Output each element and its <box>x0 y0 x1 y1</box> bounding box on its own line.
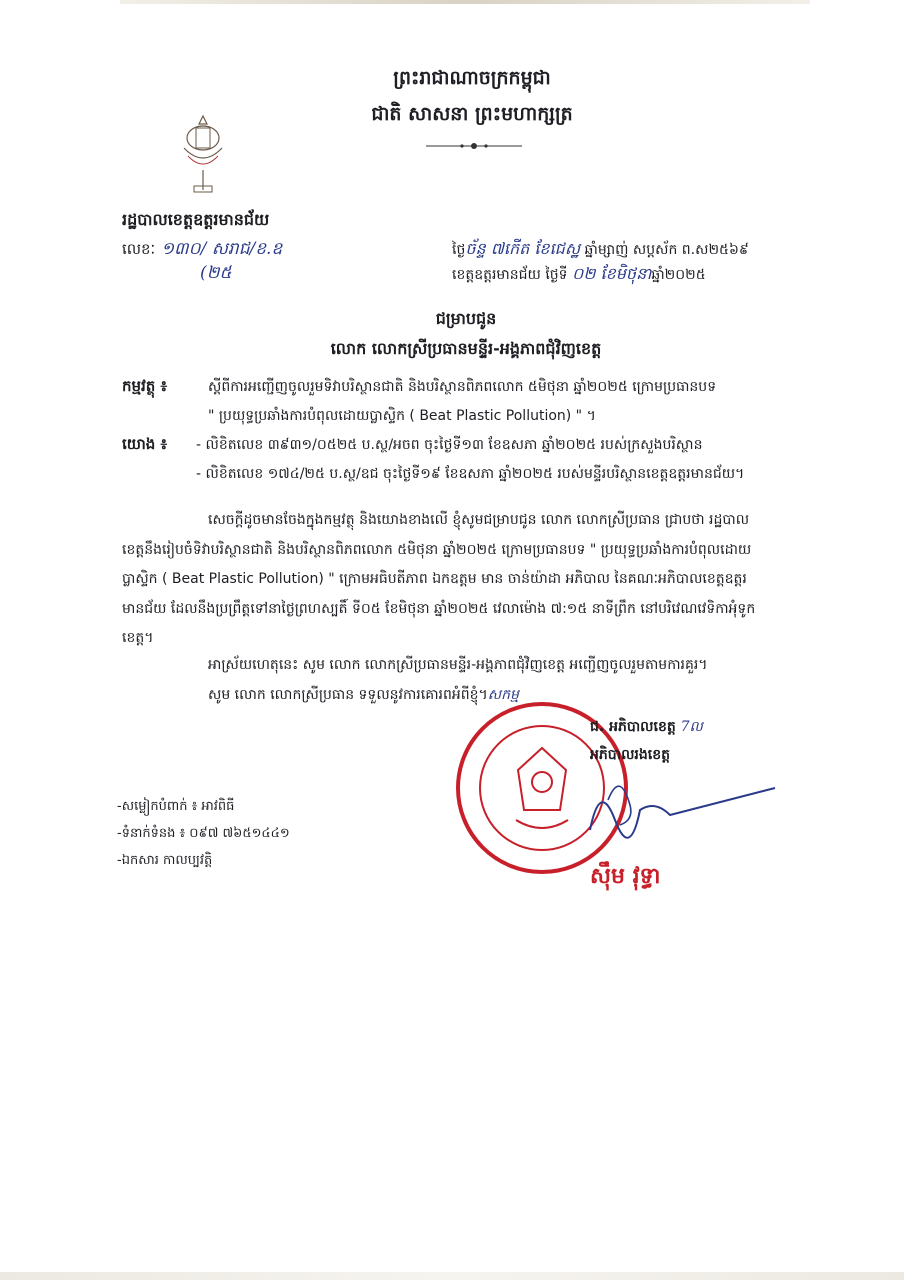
solar-date-suffix: ឆ្នាំ២០២៥ <box>651 267 706 283</box>
ornament-divider-icon <box>424 141 524 151</box>
solar-date-prefix: ខេត្តឧត្តរមានជ័យ ថ្ងៃទី <box>452 267 568 283</box>
notice-title: ជម្រាបជូន <box>435 309 497 328</box>
footer-archive: -ឯកសារ កាលប្បវត្តិ <box>117 853 213 868</box>
reference-handwritten-year: (២៥ <box>200 263 232 283</box>
page-top-edge <box>120 0 810 4</box>
signatory-initials: 7ល <box>680 719 703 735</box>
notice-recipient: លោក លោកស្រីប្រធានមន្ទីរ-អង្គភាពជុំវិញខេត្ត <box>330 339 602 358</box>
signatory-position: អភិបាលរងខេត្ត <box>590 747 670 763</box>
subject-line-1: ស្ដីពីការអញ្ជើញចូលរួមទិវាបរិស្ថានជាតិ និងបរិស្ថានពិភពលោក ៥មិថុនា ឆ្នាំ២០២៥ ក្រោមប្រធានបទ <box>208 379 717 395</box>
subject-label: កម្មវត្ថុ ៖ <box>122 377 168 395</box>
reference-number <box>122 238 282 263</box>
reference-section-label: យោង ៖ <box>122 435 168 453</box>
reference-line-2: - លិខិតលេខ ១៧៤/២៥ ប.ស្ថ/ឧជ ចុះថ្ងៃទី១៩ ខែឧសភា ឆ្នាំ២០២៥ របស់មន្ទីរបរិស្ថានខេត្តឧត្តរមានជ័យ។ <box>196 466 745 482</box>
lunar-date-suffix: ឆ្នាំម្សាញ់ សប្ដស័ក ព.ស២៥៦៩ <box>584 242 749 258</box>
handwritten-signature-icon <box>560 760 780 860</box>
body-paragraph-3 <box>122 681 762 711</box>
reference-handwritten-number: ១៣០/ សរាជ/ខ.ឧ <box>161 239 283 259</box>
closing-handwritten-note: សកម្ម <box>487 687 519 703</box>
body-paragraph-1: សេចក្ដីដូចមានចែងក្នុងកម្មវត្ថុ និងយោងខាងលើ ខ្ញុំសូមជម្រាបជូន លោក លោកស្រីប្រធាន ជ្រាបថា រដ្ឋបាលខេត្តនឹងរៀបចំទិវាបរិស្ថានជាតិ និងបរិស្ថានពិភពលោក ៥មិថុនា ឆ្នាំ២០២៥ ក្រោមប្រធានបទ " ប្រយុទ្ធប្រឆាំងការបំពុលដោយប្លាស្ទិក ( Beat Plastic Pollution) " ក្រោមអធិបតីភាព ឯកឧត្តម មាន ចាន់យ៉ាដា អភិបាល នៃគណៈអភិបាលខេត្តឧត្តរមានជ័យ ដែលនឹងប្រព្រឹត្តទៅនាថ្ងៃព្រហស្បតិ៍ ទី០៥ ខែមិថុនា ឆ្នាំ២០២៥ វេលាម៉ោង ៧:១៥ នាទីព្រឹក នៅបរិវេណវេទិកាអុំទូកខេត្ត។ <box>122 512 756 646</box>
reference-line-1: - លិខិតលេខ ៣៩៣១/០៥២៥ ប.ស្ថ/អចព ចុះថ្ងៃទី១៣ ខែឧសភា ឆ្នាំ២០២៥ របស់ក្រសួងបរិស្ថាន <box>196 437 703 453</box>
page-bottom-edge <box>0 1272 904 1280</box>
signatory-name: ស៊ឹម វុទ្ធា <box>590 864 661 889</box>
royal-emblem-icon <box>176 112 230 198</box>
footer-contact: -ទំនាក់ទំនង ៖ ០៩៧ ៧៦៥១៤៤១ <box>117 826 290 841</box>
solar-date-handwritten: ០២ ខែមិថុនា <box>572 264 652 283</box>
lunar-date-handwritten: ច័ន្ទ ៧កើត ខែជេស្ឋ <box>465 239 581 258</box>
subject-line-2: " ប្រយុទ្ធប្រឆាំងការបំពុលដោយប្លាស្ទិក ( Beat Plastic Pollution) " ។ <box>208 408 596 424</box>
lunar-date-prefix: ថ្ងៃ <box>452 242 466 258</box>
closing-text: សូម លោក លោកស្រីប្រធាន ទទួលនូវការគោរពអំពីខ្ញុំ។ <box>208 687 488 703</box>
signatory-title-text: ជ. អភិបាលខេត្ត <box>590 719 676 735</box>
signatory-title <box>590 717 703 738</box>
reference-label: លេខៈ <box>122 240 156 258</box>
national-motto: ជាតិ សាសនា ព្រះមហាក្សត្រ <box>371 103 573 125</box>
kingdom-heading: ព្រះរាជាណាចក្រកម្ពុជា <box>393 67 551 89</box>
issuing-office: រដ្ឋបាលខេត្តឧត្តរមានជ័យ <box>122 210 270 229</box>
solar-date <box>452 263 706 287</box>
lunar-date <box>452 238 749 262</box>
footer-dress-code: -សម្លៀកបំពាក់ ៖ អាវពិធី <box>117 799 235 814</box>
body-paragraph-2: អាស្រ័យហេតុនេះ សូម លោក លោកស្រីប្រធានមន្ទីរ-អង្គភាពជុំវិញខេត្ត អញ្ជើញចូលរួមតាមការគួរ។ <box>208 657 708 673</box>
